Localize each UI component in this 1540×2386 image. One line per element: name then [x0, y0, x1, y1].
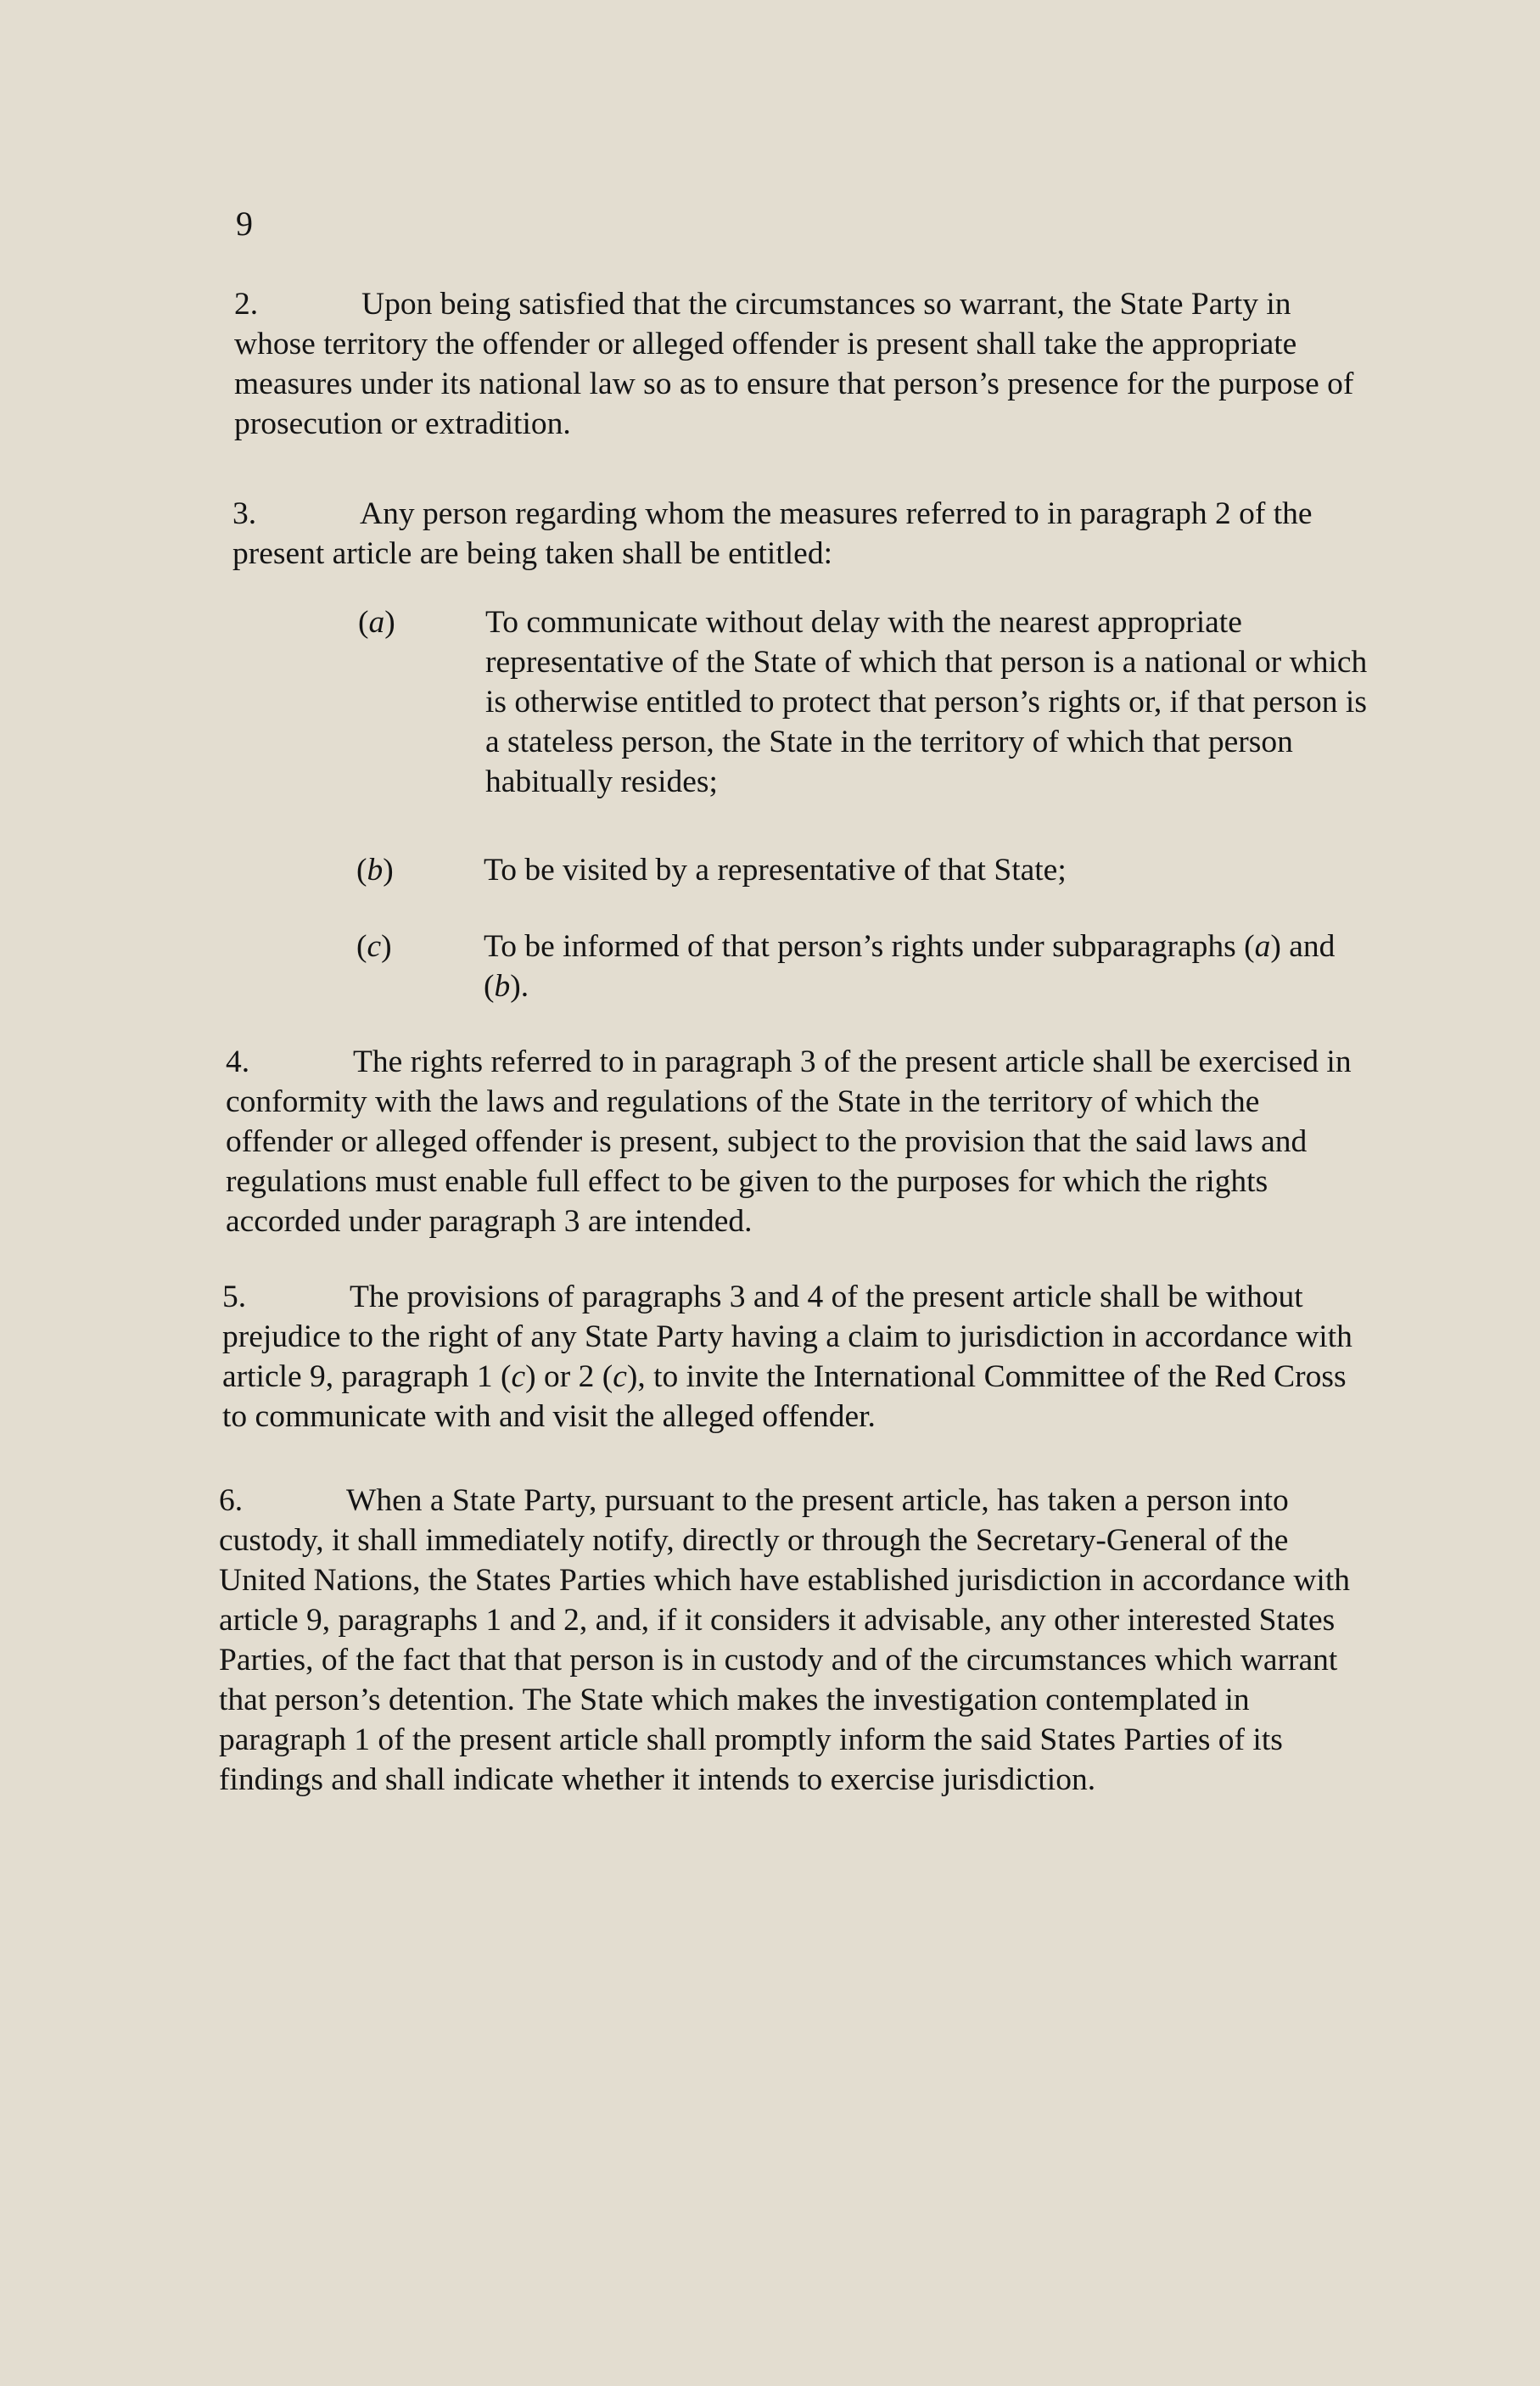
- subparagraph-label: (b): [356, 853, 394, 888]
- subparagraph-label: (a): [358, 605, 395, 640]
- paragraph-5: [222, 1277, 1359, 1437]
- subparagraph-text: To be informed of that person’s rights under subparagraphs (a) and (b).: [484, 929, 1336, 1004]
- subparagraph-text: To communicate without delay with the nearest appropriate representative of the State of which that person is a national or which is otherwise entitled to protect that person’s rights or, if that person is a stateless person, the State in the territory of which that person habitually resides;: [485, 605, 1368, 799]
- paragraph-number: 6.: [219, 1483, 244, 1518]
- paragraph-text: Upon being satisfied that the circumstances so warrant, the State Party in whose territory the offender or alleged offender is present shall take the appropriate measures under its national law so as to ensure that person’s presence for the purpose of prosecution or extradition.: [234, 287, 1354, 441]
- paragraph-text: When a State Party, pursuant to the present article, has taken a person into custody, it shall immediately notify, directly or through the Secretary-General of the United Nations, the States Parties which have established jurisdiction in accordance with article 9, paragraphs 1 and 2, and, if it considers it advisable, any other interested States Parties, of the fact that that person is in custody and of the circumstances which warrant that person’s detention. The State which makes the investigation contemplated in paragraph 1 of the present article shall promptly inform the said States Parties of its findings and shall indicate whether it intends to exercise jurisdiction.: [219, 1483, 1350, 1797]
- paragraph-text: The rights referred to in paragraph 3 of the present article shall be exercised in conformity with the laws and regulations of the State in the territory of which the offender or alleged offender is present, subject to the provision that the said laws and regulations must enable full effect to be given to the purposes for which the rights accorded under paragraph 3 are intended.: [226, 1045, 1352, 1239]
- paragraph-number: 3.: [232, 496, 257, 531]
- paragraph-text: The provisions of paragraphs 3 and 4 of the present article shall be without prejudice to the right of any State Party having a claim to jurisdiction in accordance with article 9, paragraph 1 (c) or 2 (c), to invite the International Committee of the Red Cross to communicate with and visit the alleged offender.: [222, 1280, 1352, 1434]
- paragraph-number: 2.: [234, 287, 259, 322]
- subparagraph-text: To be visited by a representative of that State;: [484, 853, 1067, 888]
- paragraph-3: [232, 494, 1369, 574]
- page-number: 9: [236, 204, 253, 243]
- paragraph-2: [234, 284, 1371, 444]
- paragraph-text: Any person regarding whom the measures referred to in paragraph 2 of the present article are being taken shall be entitled:: [232, 496, 1313, 571]
- paragraph-6: [219, 1481, 1356, 1800]
- paragraph-4: [226, 1042, 1363, 1241]
- paragraph-number: 4.: [226, 1045, 250, 1079]
- paragraph-number: 5.: [222, 1280, 247, 1314]
- subparagraph-label: (c): [356, 929, 392, 964]
